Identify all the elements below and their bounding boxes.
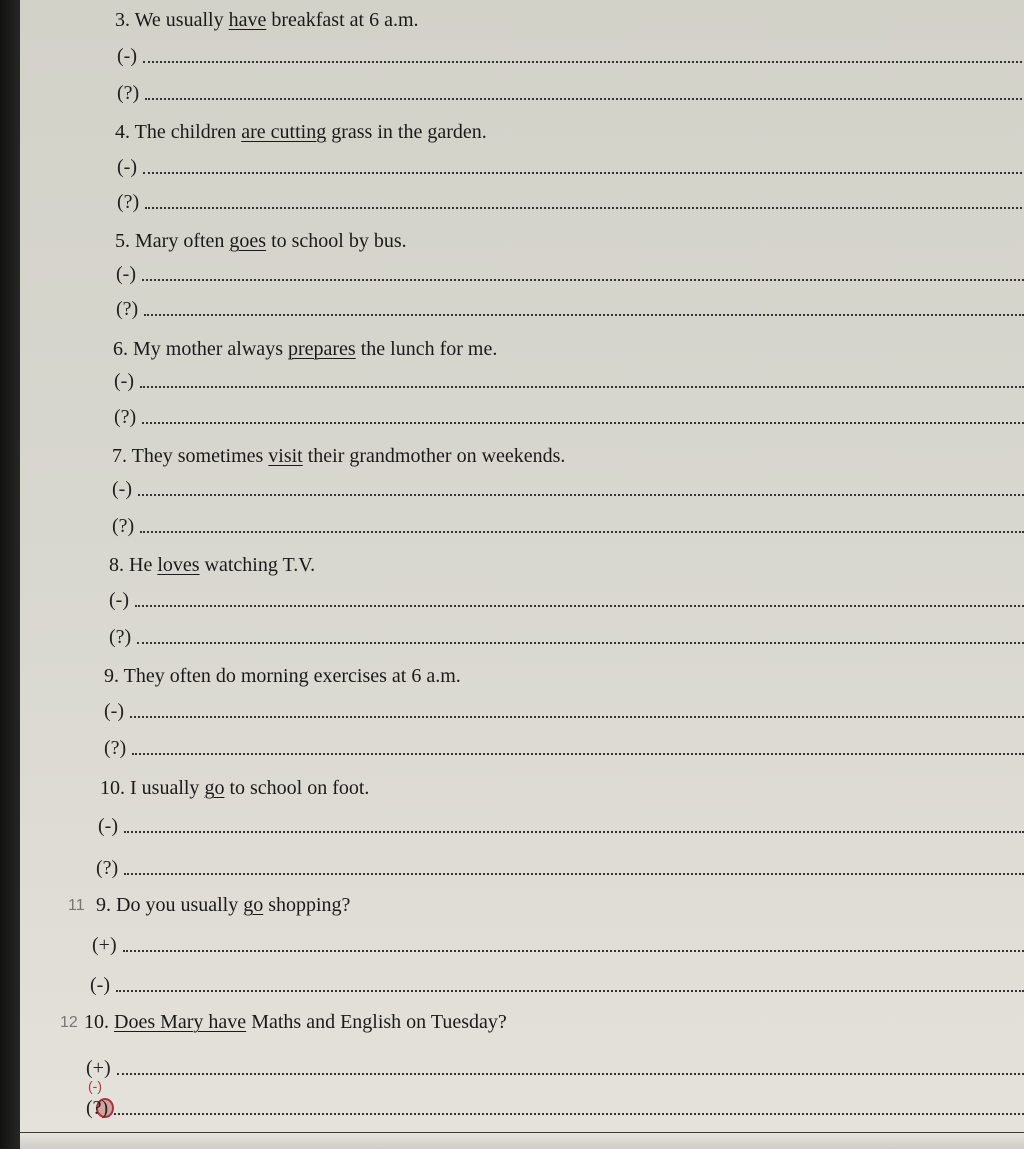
- question-text: 9. Do you usually go shopping?: [96, 894, 351, 916]
- pencil-note-11: 11: [68, 897, 85, 914]
- underlined-verb: Does Mary have: [114, 1011, 247, 1033]
- underlined-verb: goes: [229, 230, 267, 252]
- negative-answer-line[interactable]: (-): [104, 699, 1024, 723]
- question-text: 6. My mother always prepares the lunch for me.: [113, 338, 498, 360]
- question-answer-line[interactable]: (?): [117, 190, 1022, 214]
- negative-answer-line[interactable]: (-): [114, 369, 1024, 393]
- negative-answer-line[interactable]: (-): [116, 262, 1024, 286]
- question-answer-line[interactable]: (?): [109, 625, 1024, 649]
- page-bottom-edge: [20, 1132, 1024, 1149]
- question-answer-line[interactable]: (?): [104, 736, 1024, 760]
- underlined-verb: go: [243, 894, 264, 916]
- negative-answer-line[interactable]: (-): [117, 44, 1022, 68]
- negative-answer-line[interactable]: (-): [112, 477, 1024, 501]
- underlined-verb: prepares: [287, 338, 356, 360]
- question-text: 10. Does Mary have Maths and English on Tuesday?: [84, 1011, 507, 1033]
- question-answer-line[interactable]: (?): [114, 405, 1024, 429]
- question-text: 3. We usually have breakfast at 6 a.m.: [115, 9, 419, 31]
- question-text: 4. The children are cutting grass in the garden.: [115, 121, 487, 143]
- negative-answer-line[interactable]: (-): [117, 155, 1022, 179]
- question-answer-line[interactable]: (?): [86, 1096, 1024, 1120]
- worksheet-page: [20, 0, 1024, 1148]
- pencil-note-minus: (-): [88, 1078, 102, 1094]
- negative-answer-line[interactable]: (-): [98, 814, 1024, 838]
- underlined-verb: go: [204, 777, 225, 799]
- question-text: 7. They sometimes visit their grandmother on weekends.: [112, 445, 566, 467]
- underlined-verb: have: [228, 9, 267, 31]
- question-text: 5. Mary often goes to school by bus.: [115, 230, 407, 252]
- question-answer-line[interactable]: (?): [116, 297, 1024, 321]
- pencil-note-12: 12: [60, 1014, 78, 1031]
- negative-answer-line[interactable]: (-): [90, 973, 1024, 997]
- affirmative-answer-line[interactable]: (+): [92, 933, 1024, 957]
- question-text: 9. They often do morning exercises at 6 a.m.: [104, 665, 461, 687]
- question-text: 8. He loves watching T.V.: [109, 554, 316, 576]
- question-answer-line[interactable]: (?): [96, 856, 1024, 880]
- affirmative-answer-line[interactable]: (+): [86, 1056, 1024, 1080]
- negative-answer-line[interactable]: (-): [109, 588, 1024, 612]
- question-text: 10. I usually go to school on foot.: [100, 777, 370, 799]
- underlined-verb: are cutting: [241, 121, 327, 143]
- question-answer-line[interactable]: (?): [112, 514, 1024, 538]
- underlined-verb: loves: [157, 554, 200, 576]
- underlined-verb: visit: [268, 445, 303, 467]
- question-answer-line[interactable]: (?): [117, 81, 1022, 105]
